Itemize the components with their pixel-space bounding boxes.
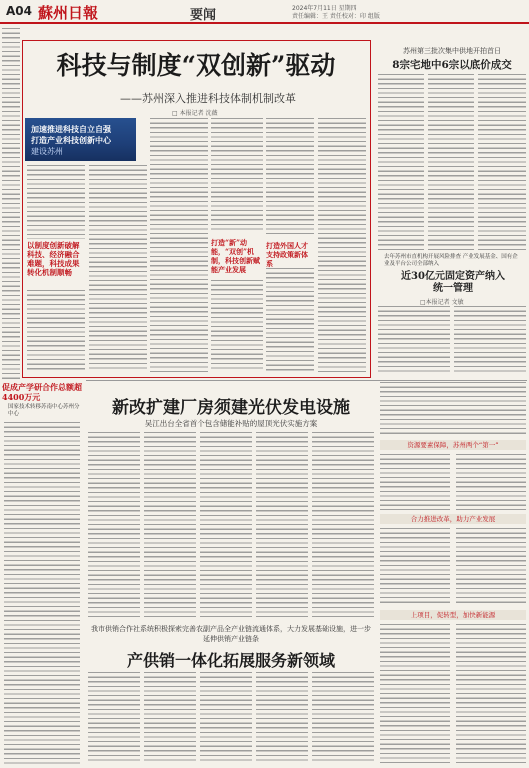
story2-col-1 bbox=[88, 432, 140, 620]
right-top-kicker: 苏州第三批次集中供地开拍首日 bbox=[403, 47, 501, 55]
story2-headline: 新改扩建厂房须建光伏发电设施 bbox=[112, 398, 350, 418]
right-mid-col-1 bbox=[378, 306, 450, 374]
lead-col-1b bbox=[27, 290, 85, 372]
left-top-column bbox=[2, 28, 20, 380]
left-brief-text bbox=[4, 422, 80, 764]
story2-col-3 bbox=[200, 432, 252, 620]
right-section-2: 合力推进改革，助力产业发展 bbox=[380, 514, 526, 524]
right-lower-col-1 bbox=[380, 454, 450, 510]
right-mid-headline: 近30亿元固定资产纳入统一管理 bbox=[401, 271, 505, 294]
lead-col-6 bbox=[318, 118, 366, 372]
photo-caption-1: 加速推进科技自立自强 bbox=[31, 125, 111, 134]
right-mid-col-2 bbox=[454, 306, 526, 374]
right-top-col-2 bbox=[428, 74, 474, 250]
divider-1 bbox=[86, 380, 527, 381]
story3-kicker: 我市供销合作社系统积极探索完善农副产品全产业链流通体系，大力发展基础设施，进一步延伸供销产业链条 bbox=[91, 625, 371, 643]
story2-col-2 bbox=[144, 432, 196, 620]
lead-byline: □ 本报记者 沈薇 bbox=[172, 110, 218, 117]
right-lower-col-3 bbox=[380, 528, 450, 606]
lead-col-4b bbox=[211, 280, 263, 372]
lead-callout-1: 以制度创新破解科技、经济融合难题，科技成果转化机制顺畅 bbox=[27, 241, 80, 277]
right-lower-col-5 bbox=[380, 624, 450, 764]
photo-caption-2: 打造产业科技创新中心 bbox=[31, 136, 111, 145]
lead-col-1 bbox=[27, 165, 85, 239]
story3-headline: 产供销一体化拓展服务新领域 bbox=[126, 651, 335, 670]
section-label: 要闻 bbox=[190, 8, 217, 23]
masthead bbox=[0, 0, 529, 24]
right-top-col-1 bbox=[378, 74, 424, 250]
story2-col-5 bbox=[312, 432, 374, 620]
paper-name: 蘇州日報 bbox=[38, 4, 99, 22]
editors-line: 责任编辑：王 责任校对：印 组版 bbox=[292, 13, 380, 20]
right-top-col-3 bbox=[478, 74, 526, 250]
lead-photo bbox=[25, 118, 136, 161]
right-lower-col-6 bbox=[456, 624, 526, 764]
story2-col-4 bbox=[256, 432, 308, 620]
story3-col-5 bbox=[312, 672, 374, 764]
lead-col-4 bbox=[211, 118, 263, 230]
lead-col-2 bbox=[89, 165, 147, 372]
story3-col-3 bbox=[200, 672, 252, 764]
story3-col-1 bbox=[88, 672, 140, 764]
lead-col-5 bbox=[266, 118, 314, 236]
photo-caption-3: 建设苏州 bbox=[31, 147, 63, 156]
lead-subhead: ——苏州深入推进科技体制机制改革 bbox=[120, 92, 296, 105]
date-line: 2024年7月11日 星期四 bbox=[292, 5, 357, 12]
right-lower-col-2 bbox=[456, 454, 526, 510]
left-brief-headline: 促成产学研合作总额超4400万元 bbox=[2, 382, 82, 402]
right-lower-intro bbox=[380, 382, 526, 436]
right-top-headline: 8宗宅地中6宗以底价成交 bbox=[392, 59, 512, 71]
right-lower-col-4 bbox=[456, 528, 526, 606]
right-section-3: 上项目，促转型，加快新能源 bbox=[380, 610, 526, 620]
right-mid-kicker: 去年苏州市直机构开展风险排查 产业发展基金、国有企业及平台公司全部纳入 bbox=[384, 254, 518, 267]
lead-headline: 科技与制度“双创新”驱动 bbox=[56, 51, 336, 80]
page-number: A04 bbox=[6, 4, 32, 18]
right-mid-byline: □本报记者 文敏 bbox=[420, 299, 464, 306]
lead-callout-3: 打造外国人才支持政策新体系 bbox=[266, 241, 308, 268]
story2-subhead: 吴江出台全省首个包含储能补贴的屋顶光伏实施方案 bbox=[144, 419, 318, 428]
lead-col-5b bbox=[266, 268, 314, 372]
lead-col-3 bbox=[150, 118, 208, 372]
right-section-1: 资源要素保障，苏州两个“第一” bbox=[380, 440, 526, 450]
story3-col-2 bbox=[144, 672, 196, 764]
lead-callout-2: 打造“新”动能，“双创”机制，科技创新赋能产业发展 bbox=[211, 238, 260, 274]
story3-col-4 bbox=[256, 672, 308, 764]
left-brief-kicker: 国家技术转移苏南中心苏州分中心 bbox=[8, 404, 80, 417]
